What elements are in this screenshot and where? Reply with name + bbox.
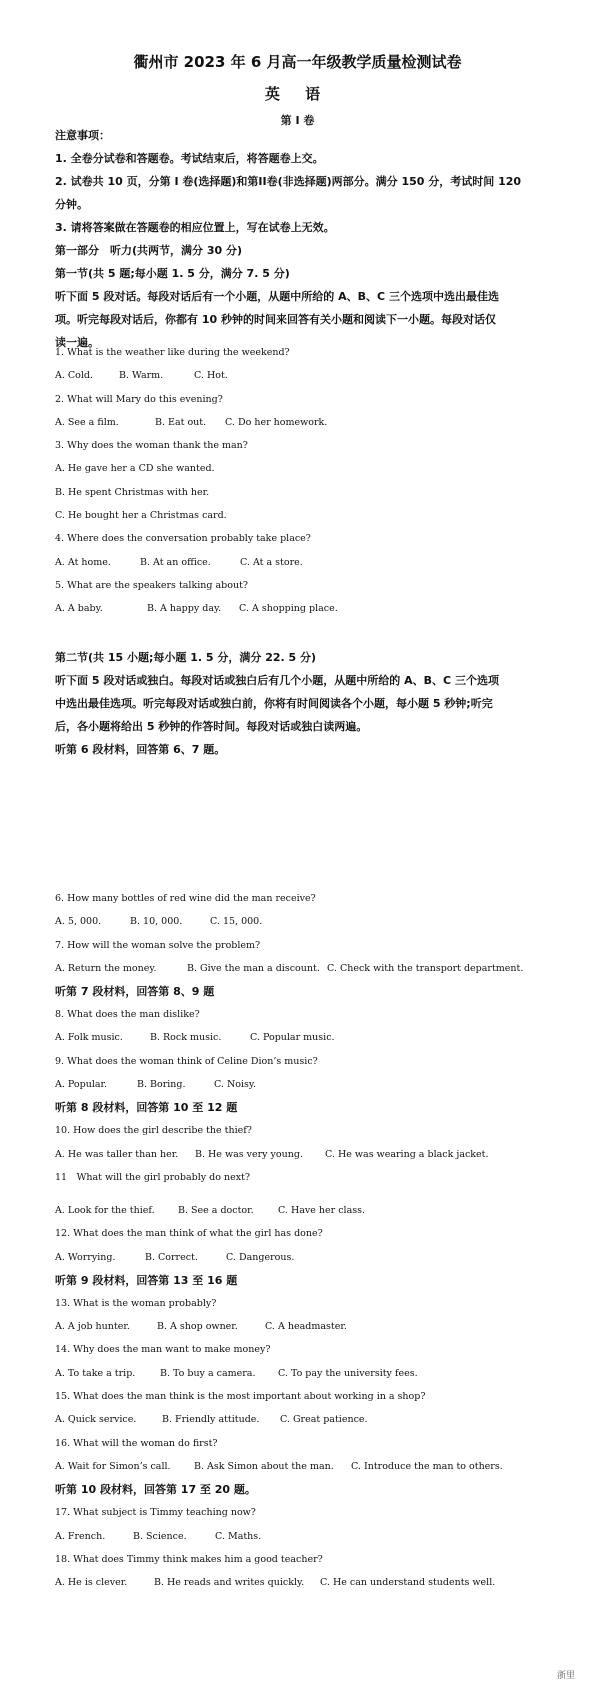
option-a[interactable]: A. French. — [55, 1530, 106, 1542]
option-a[interactable]: A. Cold. — [55, 370, 94, 382]
instructions-line: 听下面 5 段对话或独白。每段对话或独白后有几个小题，从题中所给的 A、B、C 三个选项 — [55, 674, 499, 687]
question: 18. What does Timmy think makes him a good teacher? — [55, 1553, 323, 1565]
option-c[interactable]: C. He was wearing a black jacket. — [325, 1148, 489, 1160]
option-b[interactable]: B. At an office. — [140, 556, 211, 568]
option-a[interactable]: A. He is clever. — [55, 1577, 128, 1589]
instructions-line: 项。听完每段对话后，你都有 10 秒钟的时间来回答有关小题和阅读下一小题。每段对话仅 — [55, 313, 496, 326]
option-a[interactable]: A. Wait for Simon’s call. — [55, 1460, 171, 1472]
question: 5. What are the speakers talking about? — [55, 579, 248, 591]
options-row — [55, 1571, 540, 1594]
option-c[interactable]: C. 15, 000. — [210, 916, 263, 928]
option-b[interactable]: B. A shop owner. — [157, 1321, 238, 1333]
option-c[interactable]: C. Popular music. — [250, 1032, 335, 1044]
notes-heading: 注意事项： — [55, 129, 110, 142]
option-c[interactable]: C. To pay the university fees. — [278, 1367, 418, 1379]
instructions-line: 读一遍。 — [55, 336, 99, 349]
option-c[interactable]: C. Dangerous. — [226, 1251, 295, 1263]
instructions-line: 后，各小题将给出 5 秒钟的作答时间。每段对话或独白读两遍。 — [55, 720, 368, 733]
question: 3. Why does the woman thank the man? — [55, 440, 248, 452]
material-heading: 听第 8 段材料，回答第 10 至 12 题 — [55, 1101, 238, 1115]
question: 10. How does the girl describe the thief? — [55, 1125, 252, 1137]
option-b[interactable]: B. Correct. — [145, 1251, 198, 1263]
option-a[interactable]: A. Folk music. — [55, 1032, 123, 1044]
option-b[interactable]: B. He spent Christmas with her. — [55, 486, 210, 498]
question: 16. What will the woman do first? — [55, 1437, 218, 1449]
note-item: 分钟。 — [55, 198, 88, 211]
question: 2. What will Mary do this evening? — [55, 393, 223, 405]
options-row — [55, 910, 540, 933]
option-b[interactable]: B. Eat out. — [155, 416, 207, 428]
material-heading: 听第 9 段材料，回答第 13 至 16 题 — [55, 1273, 238, 1287]
option-b[interactable]: B. Boring. — [137, 1079, 186, 1091]
section2-questions-a — [55, 887, 540, 1189]
material-heading: 听第 6 段材料，回答第 6、7 题。 — [55, 743, 226, 756]
option-a[interactable]: A. Popular. — [55, 1079, 108, 1091]
question: 13. What is the woman probably? — [55, 1297, 217, 1309]
option-c[interactable]: C. Check with the transport department. — [327, 962, 524, 974]
question: 15. What does the man think is the most important about working in a shop? — [55, 1391, 426, 1403]
options-row — [55, 1143, 540, 1166]
options-row — [55, 1026, 540, 1049]
option-a[interactable]: A. Look for the thief. — [55, 1205, 155, 1216]
option-a[interactable]: A. Worrying. — [55, 1251, 116, 1263]
option-c[interactable]: C. Great patience. — [280, 1414, 368, 1426]
option-b[interactable]: B. He reads and writes quickly. — [154, 1577, 305, 1589]
options-row — [55, 1525, 540, 1548]
material-heading: 听第 7 段材料，回答第 8、9 题 — [55, 985, 215, 999]
option-b[interactable]: B. 10, 000. — [130, 916, 183, 928]
footer-mark: 浙里 — [556, 1671, 575, 1681]
options-row — [55, 1362, 540, 1385]
option-a[interactable]: A. A job hunter. — [55, 1321, 130, 1333]
option-b[interactable]: B. To buy a camera. — [160, 1367, 256, 1379]
option-c[interactable]: C. He can understand students well. — [320, 1577, 496, 1589]
options-row — [55, 957, 540, 980]
option-a[interactable]: A. To take a trip. — [55, 1367, 136, 1379]
option-a[interactable]: A. A baby. — [55, 603, 103, 615]
option-b[interactable]: B. A happy day. — [147, 603, 222, 615]
question: 17. What subject is Timmy teaching now? — [55, 1507, 256, 1519]
options-row — [55, 1199, 540, 1222]
instructions-line: 听下面 5 段对话。每段对话后有一个小题，从题中所给的 A、B、C 三个选项中选出最佳选 — [55, 290, 499, 303]
options-row — [55, 1073, 540, 1096]
question: 4. Where does the conversation probably take place? — [55, 533, 311, 545]
option-c[interactable]: C. Do her homework. — [225, 416, 328, 428]
options-row — [55, 1455, 540, 1478]
option-c[interactable]: C. Have her class. — [278, 1205, 366, 1216]
note-item: 2. 试卷共 10 页，分第 I 卷(选择题)和第II卷(非选择题)两部分。满分 150 分，考试时间 120 — [55, 175, 522, 188]
section2-questions-b — [55, 1199, 540, 1594]
question: 12. What does the man think of what the girl has done? — [55, 1228, 323, 1240]
options-row — [55, 1246, 540, 1269]
options-row — [55, 597, 540, 620]
option-b[interactable]: B. Science. — [133, 1530, 187, 1542]
option-a[interactable]: A. See a film. — [55, 416, 119, 428]
option-a[interactable]: A. 5, 000. — [55, 916, 102, 928]
question: 6. How many bottles of red wine did the man receive? — [55, 893, 316, 904]
question: 14. Why does the man want to make money? — [55, 1344, 271, 1356]
question: 7. How will the woman solve the problem? — [55, 939, 261, 951]
option-a[interactable]: A. Return the money. — [55, 962, 157, 974]
option-c[interactable]: C. Noisy. — [214, 1079, 257, 1091]
question: 11 What will the girl probably do next? — [55, 1171, 250, 1183]
option-c[interactable]: C. At a store. — [240, 556, 303, 568]
option-b[interactable]: B. Ask Simon about the man. — [194, 1460, 334, 1472]
section1-heading: 第一节(共 5 题;每小题 1. 5 分，满分 7. 5 分) — [55, 267, 290, 280]
material-heading: 听第 10 段材料，回答第 17 至 20 题。 — [55, 1483, 256, 1497]
option-a[interactable]: A. He gave her a CD she wanted. — [55, 463, 215, 475]
option-c[interactable]: C. A shopping place. — [239, 603, 338, 615]
notes-section — [55, 124, 540, 354]
option-b[interactable]: B. Warm. — [119, 370, 164, 382]
option-a[interactable]: A. He was taller than her. — [55, 1148, 179, 1160]
section2-heading: 第二节(共 15 小题;每小题 1. 5 分，满分 22. 5 分) — [55, 651, 317, 664]
part-title: 第 I 卷 — [280, 114, 315, 127]
options-row — [55, 1315, 540, 1338]
option-c[interactable]: C. He bought her a Christmas card. — [55, 510, 227, 522]
section1-questions — [55, 341, 540, 621]
options-row — [55, 411, 540, 434]
subject-title: 英 语 — [264, 85, 331, 103]
option-c[interactable]: C. Introduce the man to others. — [351, 1460, 503, 1472]
option-c[interactable]: C. A headmaster. — [265, 1321, 347, 1333]
note-item: 3. 请将答案做在答题卷的相应位置上，写在试卷上无效。 — [55, 221, 335, 234]
options-row — [55, 1408, 540, 1431]
option-a[interactable]: A. Quick service. — [55, 1414, 137, 1426]
part1-heading: 第一部分 听力(共两节，满分 30 分) — [55, 244, 243, 257]
option-a[interactable]: A. At home. — [55, 556, 111, 568]
instructions-line: 中选出最佳选项。听完每段对话或独白前，你将有时间阅读各个小题，每小题 5 秒钟;听完 — [55, 697, 493, 710]
options-row — [55, 364, 540, 387]
option-b[interactable]: B. See a doctor. — [178, 1205, 254, 1216]
exam-title: 衢州市 2023 年 6 月高一年级教学质量检测试卷 — [133, 53, 462, 71]
section2-intro — [55, 646, 540, 761]
option-b[interactable]: B. Rock music. — [150, 1032, 222, 1044]
option-c[interactable]: C. Maths. — [215, 1530, 262, 1542]
option-b[interactable]: B. Give the man a discount. — [187, 962, 320, 974]
note-item: 1. 全卷分试卷和答题卷。考试结束后，将答题卷上交。 — [55, 152, 324, 165]
option-c[interactable]: C. Hot. — [194, 370, 228, 382]
option-b[interactable]: B. Friendly attitude. — [162, 1414, 260, 1426]
options-row — [55, 551, 540, 574]
question: 1. What is the weather like during the weekend? — [55, 347, 290, 358]
question: 8. What does the man dislike? — [55, 1009, 200, 1021]
option-b[interactable]: B. He was very young. — [195, 1148, 303, 1160]
question: 9. What does the woman think of Celine Dion’s music? — [55, 1055, 318, 1067]
